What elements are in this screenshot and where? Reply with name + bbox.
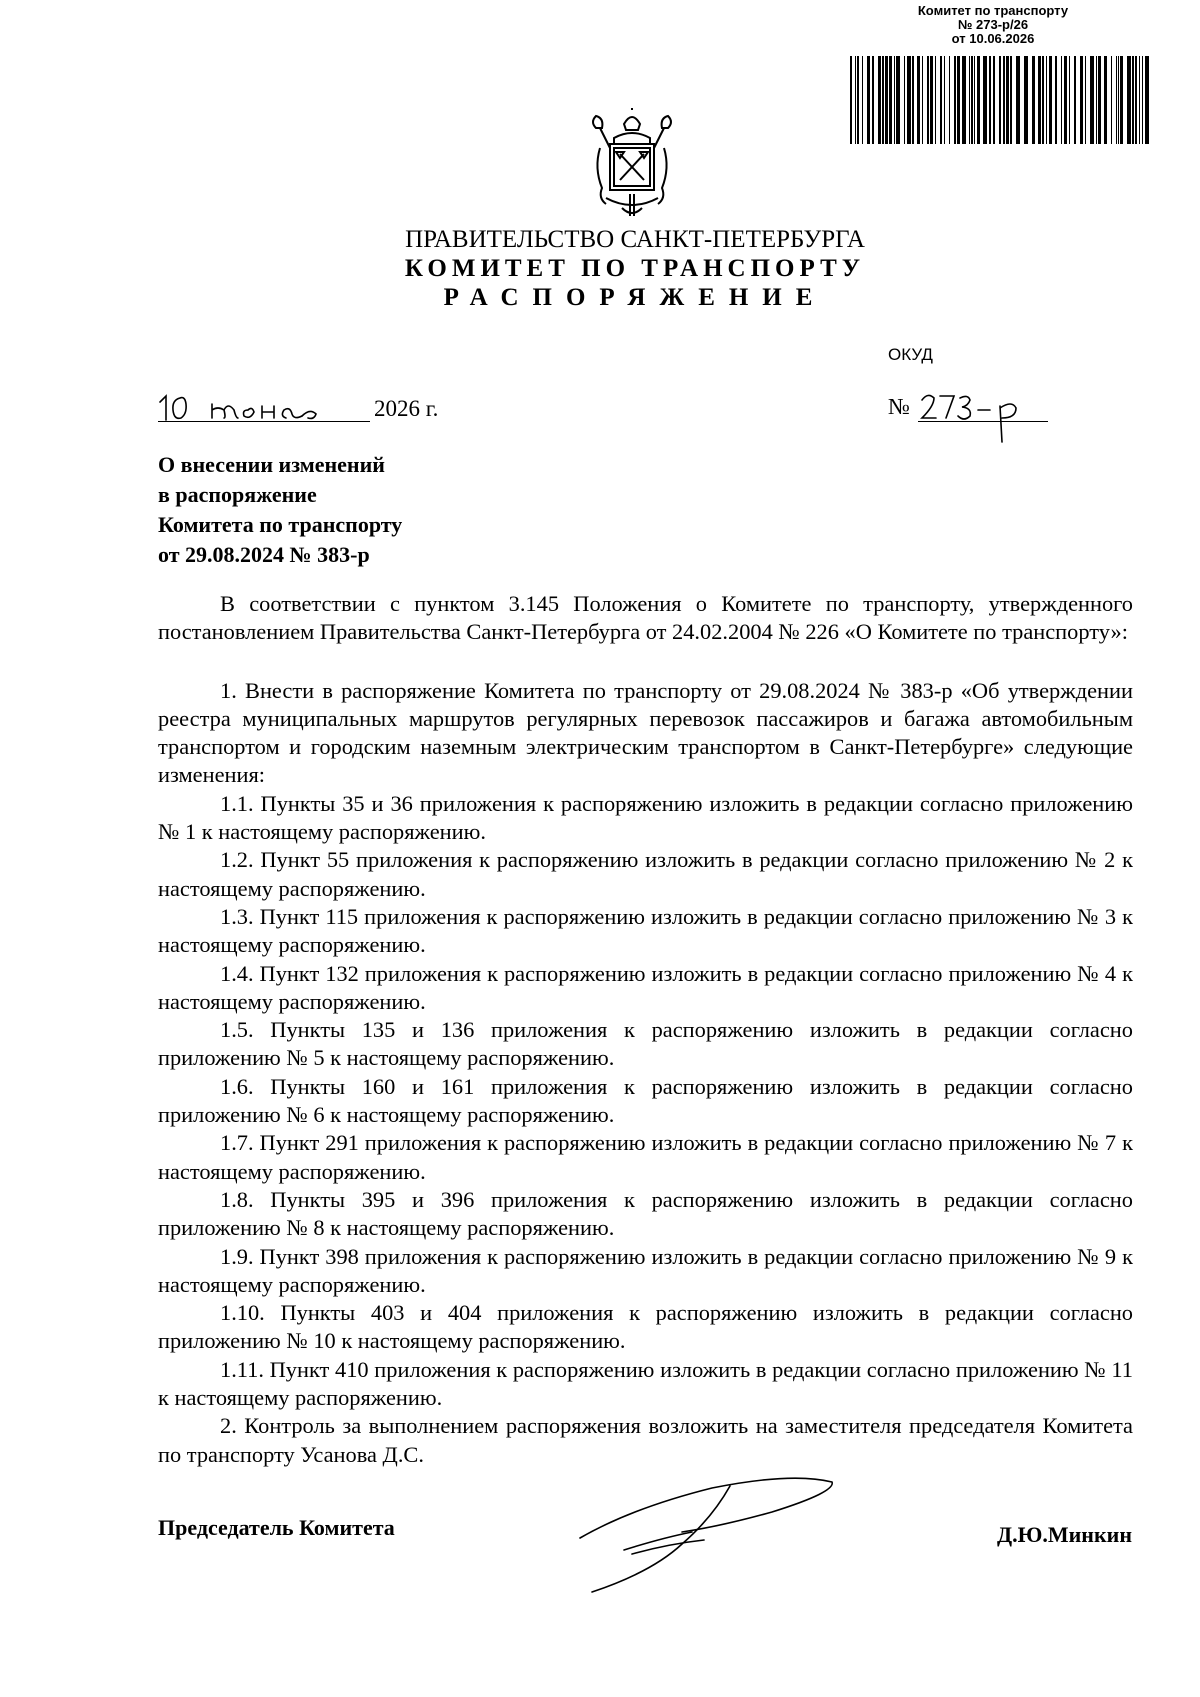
subitem-1-10: 1.10. Пункты 403 и 404 приложения к распоряжению изложить в редакции согласно приложению № 10 к настоящему распоряжению.: [158, 1300, 1133, 1354]
barcode-bar: [872, 56, 874, 144]
barcode-bar: [989, 56, 991, 144]
stamp-line-1: Комитет по транспорту: [917, 3, 1069, 18]
item-1-paragraph: 1. Внести в распоряжение Комитета по транспорту от 29.08.2024 № 383-р «Об утверждении реестра муниципальных маршрутов регулярных перевозок пассажиров и багажа автомобильным транспортом и городским наземным электрическим транспортом в Санкт-Петербурге» следующие изменения:: [158, 677, 1133, 788]
signatory-name: Д.Ю.Минкин: [996, 1522, 1132, 1547]
barcode-bar: [878, 56, 881, 144]
barcode-bar: [855, 56, 856, 144]
barcode-bar: [862, 56, 863, 144]
barcode-bar: [1098, 56, 1101, 144]
subitem-1-4: 1.4. Пункт 132 приложения к распоряжению изложить в редакции согласно приложению № 4 к настоящему распоряжению.: [158, 960, 1133, 1014]
barcode-bar: [1064, 56, 1067, 144]
barcode-bar: [1046, 56, 1047, 144]
document-subject: [158, 450, 402, 570]
barcode-bar: [885, 56, 888, 144]
number-label: №: [888, 394, 910, 419]
barcode-bar: [944, 56, 945, 144]
barcode-bar: [940, 56, 942, 144]
barcode-bar: [962, 56, 966, 144]
coat-of-arms-icon: [586, 108, 678, 220]
document-body: [158, 590, 1133, 1469]
signatory-title: Председатель Комитета: [158, 1515, 395, 1540]
barcode-bar: [912, 56, 914, 144]
barcode-bar: [1049, 56, 1052, 144]
barcode-bar: [1016, 56, 1020, 144]
barcode-bar: [971, 56, 973, 144]
subitem-1-11: 1.11. Пункт 410 приложения к распоряжению изложить в редакции согласно приложению № 11 к настоящему распоряжению.: [158, 1356, 1133, 1411]
government-title: ПРАВИТЕЛЬСТВО САНКТ-ПЕТЕРБУРГА: [405, 226, 865, 253]
barcode-bar: [1055, 56, 1057, 144]
barcode-bar: [1145, 56, 1149, 144]
subject-line-2: в распоряжение: [158, 482, 317, 507]
barcode-bar: [882, 56, 884, 144]
committee-title: КОМИТЕТ ПО ТРАНСПОРТУ: [404, 255, 866, 282]
barcode-bar: [1139, 56, 1140, 144]
date-year: 2026 г.: [374, 396, 439, 421]
barcode-bar: [1090, 56, 1094, 144]
barcode-bar: [969, 56, 970, 144]
barcode-bar: [954, 56, 956, 144]
handwritten-date: [152, 388, 327, 428]
document-type-title: РАСПОРЯЖЕНИЕ: [443, 284, 827, 311]
barcode: [848, 56, 1154, 144]
barcode-bar: [1120, 56, 1123, 144]
barcode-bar: [1061, 56, 1062, 144]
subitem-1-8: 1.8. Пункты 395 и 396 приложения к распоряжению изложить в редакции согласно приложению № 8 к настоящему распоряжению.: [158, 1186, 1133, 1241]
barcode-bar: [1080, 56, 1083, 144]
okud-label: ОКУД: [888, 345, 933, 364]
subitem-1-9: 1.9. Пункт 398 приложения к распоряжению изложить в редакции согласно приложению № 9 к настоящему распоряжению.: [158, 1243, 1133, 1297]
barcode-bar: [922, 56, 923, 144]
barcode-bar: [857, 56, 859, 144]
barcode-bar: [1118, 56, 1119, 144]
barcode-bar: [977, 56, 980, 144]
subitem-1-2: 1.2. Пункт 55 приложения к распоряжению изложить в редакции согласно приложению № 2 к настоящему распоряжению.: [158, 847, 1133, 901]
barcode-bar: [1104, 56, 1107, 144]
registration-stamp: [868, 4, 1118, 46]
barcode-bar: [935, 56, 936, 144]
barcode-bar: [1038, 56, 1041, 144]
barcode-bar: [930, 56, 933, 144]
barcode-bar: [1069, 56, 1070, 144]
barcode-bar: [896, 56, 900, 144]
handwritten-signature: [572, 1468, 842, 1598]
subject-line-4: от 29.08.2024 № 383-р: [158, 542, 370, 567]
subject-line-3: Комитета по транспорту: [158, 512, 403, 537]
barcode-bar: [1003, 56, 1005, 144]
barcode-bar: [983, 56, 987, 144]
barcode-bar: [904, 56, 905, 144]
item-2-paragraph: 2. Контроль за выполнением распоряжения возложить на заместителя председателя Комитета по транспорту Усанова Д.С.: [158, 1413, 1133, 1467]
barcode-bar: [917, 56, 920, 144]
handwritten-number: [916, 388, 1026, 444]
barcode-bar: [1127, 56, 1131, 144]
subitem-1-6: 1.6. Пункты 160 и 161 приложения к распоряжению изложить в редакции согласно приложению № 6 к настоящему распоряжению.: [158, 1073, 1133, 1128]
barcode-bar: [1010, 56, 1012, 144]
subitem-1-1: 1.1. Пункты 35 и 36 приложения к распоряжению изложить в редакции согласно приложению № 1 к настоящему распоряжению.: [158, 790, 1133, 845]
barcode-bar: [889, 56, 892, 144]
barcode-bar: [1042, 56, 1044, 144]
subitem-1-7: 1.7. Пункт 291 приложения к распоряжению изложить в редакции согласно приложению № 7 к настоящему распоряжению.: [158, 1130, 1133, 1184]
barcode-bar: [999, 56, 1001, 144]
barcode-bar: [894, 56, 895, 144]
barcode-bar: [867, 56, 870, 144]
barcode-bar: [927, 56, 929, 144]
preamble-paragraph: В соответствии с пунктом 3.145 Положения о Комитете по транспорту, утвержденного постановлением Правительства Санкт-Петербурга от 24.02.2004 № 226 «О Комитете по транспорту»:: [158, 591, 1133, 645]
barcode-bar: [993, 56, 995, 144]
barcode-bar: [974, 56, 975, 144]
barcode-bar: [1085, 56, 1086, 144]
barcode-bar: [1142, 56, 1143, 144]
barcode-bar: [957, 56, 960, 144]
stamp-line-3: от 10.06.2026: [951, 31, 1035, 46]
barcode-bar: [1135, 56, 1137, 144]
subitem-1-3: 1.3. Пункт 115 приложения к распоряжению изложить в редакции согласно приложению № 3 к настоящему распоряжению.: [158, 903, 1133, 958]
subitem-1-5: 1.5. Пункты 135 и 136 приложения к распоряжению изложить в редакции согласно приложению № 5 к настоящему распоряжению.: [158, 1017, 1133, 1071]
subject-line-1: О внесении изменений: [158, 452, 385, 477]
barcode-bar: [1024, 56, 1028, 144]
barcode-bar: [850, 56, 852, 144]
barcode-bar: [1132, 56, 1134, 144]
barcode-bar: [1006, 56, 1009, 144]
stamp-line-2: № 273-р/26: [957, 17, 1029, 32]
barcode-bar: [1032, 56, 1035, 144]
barcode-bar: [1111, 56, 1112, 144]
barcode-bar: [1074, 56, 1076, 144]
barcode-bar: [949, 56, 950, 144]
barcode-bar: [1116, 56, 1117, 144]
barcode-bar: [907, 56, 911, 144]
barcode-bar: [1096, 56, 1097, 144]
